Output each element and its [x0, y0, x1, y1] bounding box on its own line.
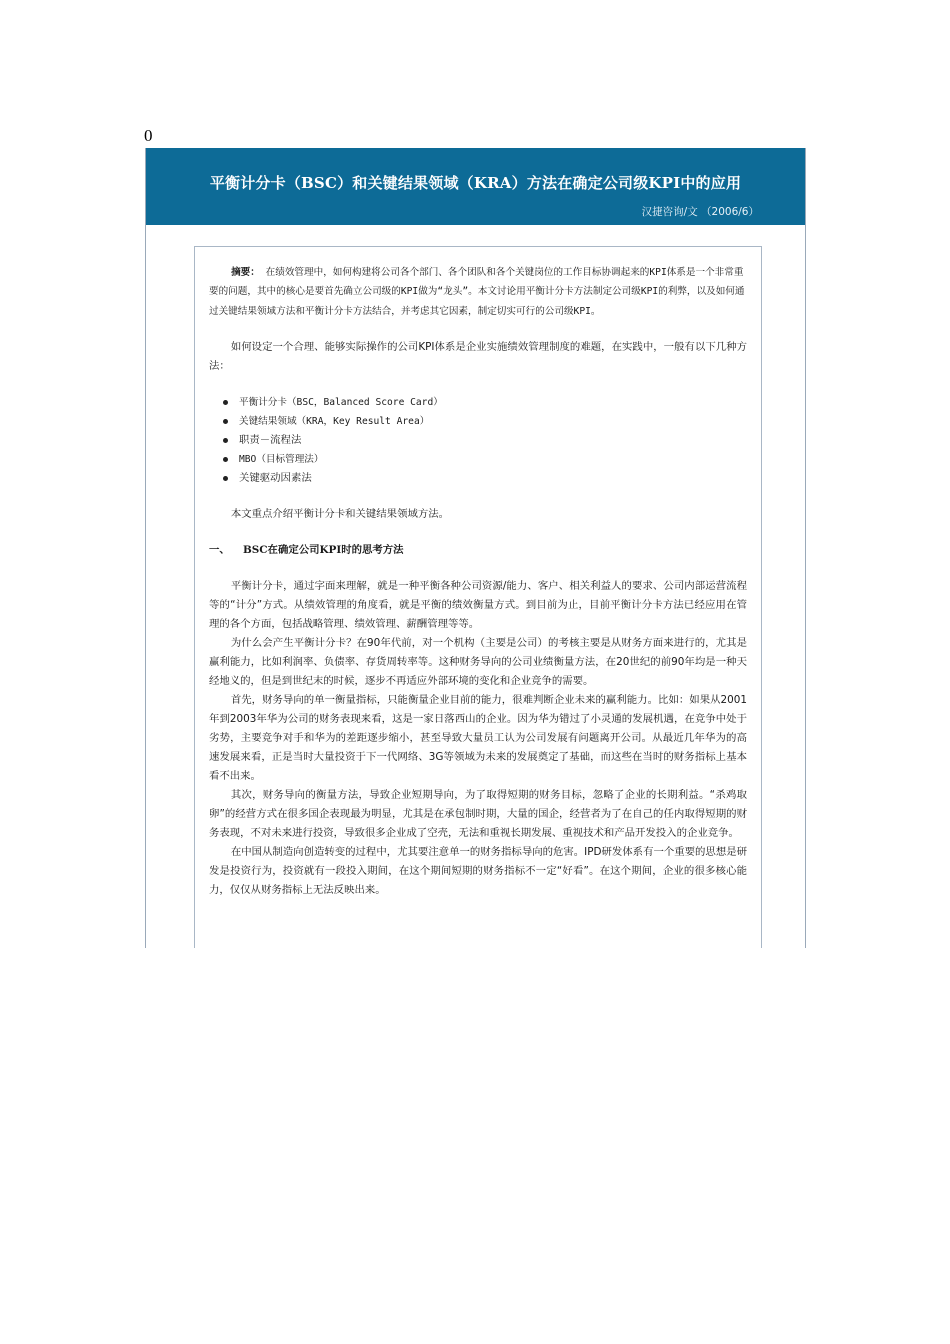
section-heading — [209, 541, 747, 560]
title-banner — [146, 148, 805, 225]
article-body — [194, 246, 762, 948]
intro-paragraph: 如何设定一个合理、能够实际操作的公司KPI体系是企业实施绩效管理制度的难题，在实践中，一般有以下几种方法： — [209, 340, 747, 372]
bullet-icon — [223, 476, 228, 481]
body-paragraph: 平衡计分卡，通过字面来理解，就是一种平衡各种公司资源/能力、客户、相关利益人的要求、公司内部运营流程等的“计分”方式。从绩效管理的角度看，就是平衡的绩效衡量方式。到目前为止，目前平衡计分卡方法已经应用在管理的各个方面，包括战略管理、绩效管理、薪酬管理等等。 — [209, 579, 747, 630]
article-title: 平衡计分卡（BSC）和关键结果领域（KRA）方法在确定公司级KPI中的应用 — [209, 174, 742, 192]
section-title: BSC在确定公司KPI时的思考方法 — [243, 543, 404, 556]
list-item: 关键驱动因素法 — [223, 469, 747, 488]
list-item: 职责－流程法 — [223, 431, 747, 450]
abstract-label: 摘要： — [231, 267, 260, 278]
bullet-icon — [223, 419, 228, 424]
abstract — [209, 263, 747, 321]
bullet-icon — [223, 438, 228, 443]
list-item: 关键结果领域（KRA，Key Result Area） — [223, 412, 747, 431]
list-item: MBO（目标管理法） — [223, 450, 747, 469]
article-frame — [145, 148, 806, 948]
body-paragraph: 其次，财务导向的衡量方法，导致企业短期导向，为了取得短期的财务目标，忽略了企业的长期利益。“杀鸡取卵”的经营方式在很多国企表现最为明显，尤其是在承包制时期，大量的国企，经营者为了在自己的任内取得短期的财务表现，不对未来进行投资，导致很多企业成了空壳，无法和重视长期发展、重视技术和产品开发投入的企业竞争。 — [209, 788, 747, 839]
bullet-icon — [223, 457, 228, 462]
article-content — [209, 263, 747, 900]
body-paragraph: 在中国从制造向创造转变的过程中，尤其要注意单一的财务指标导向的危害。IPD研发体系有一个重要的思想是研发是投资行为，投资就有一段投入期间，在这个期间短期的财务指标不一定“好看”。在这个期间，企业的很多核心能力，仅仅从财务指标上无法反映出来。 — [209, 845, 747, 896]
focus-paragraph: 本文重点介绍平衡计分卡和关键结果领域方法。 — [230, 507, 450, 520]
abstract-text: 在绩效管理中，如何构建将公司各个部门、各个团队和各个关键岗位的工作目标协调起来的KPI体系是一个非常重要的问题，其中的核心是要首先确立公司级的KPI做为“龙头”。本文讨论用平衡计分卡方法制定公司级KPI的利弊，以及如何通过关键结果领域方法和平衡计分卡方法结合，并考虑其它因素，制定切实可行的公司级KPI。 — [209, 267, 745, 317]
page-number: 0 — [144, 126, 153, 145]
body-paragraph: 为什么会产生平衡计分卡？在90年代前，对一个机构（主要是公司）的考核主要是从财务方面来进行的，尤其是赢利能力，比如利润率、负债率、存货周转率等。这种财务导向的公司业绩衡量方法，在20世纪的前90年均是一种天经地义的，但是到世纪末的时候，逐步不再适应外部环境的变化和企业竞争的需要。 — [209, 636, 747, 687]
article-byline: 汉捷咨询/文 （2006/6） — [641, 206, 759, 218]
list-item: 平衡计分卡（BSC，Balanced Score Card） — [223, 393, 747, 412]
body-paragraph: 首先，财务导向的单一衡量指标，只能衡量企业目前的能力，很难判断企业未来的赢利能力。比如：如果从2001年到2003年华为公司的财务表现来看，这是一家日落西山的企业。因为华为错过了小灵通的发展机遇，在竞争中处于劣势，主要竞争对手和华为的差距逐步缩小，甚至导致大量员工认为公司发展有问题离开公司。从最近几年华为的高速发展来看，正是当时大量投资于下一代网络、3G等领域为未来的发展奠定了基础，而这些在当时的财务指标上基本看不出来。 — [209, 693, 747, 782]
methods-list — [223, 393, 747, 488]
section-number: 一、 — [209, 543, 230, 556]
bullet-icon — [223, 400, 228, 405]
